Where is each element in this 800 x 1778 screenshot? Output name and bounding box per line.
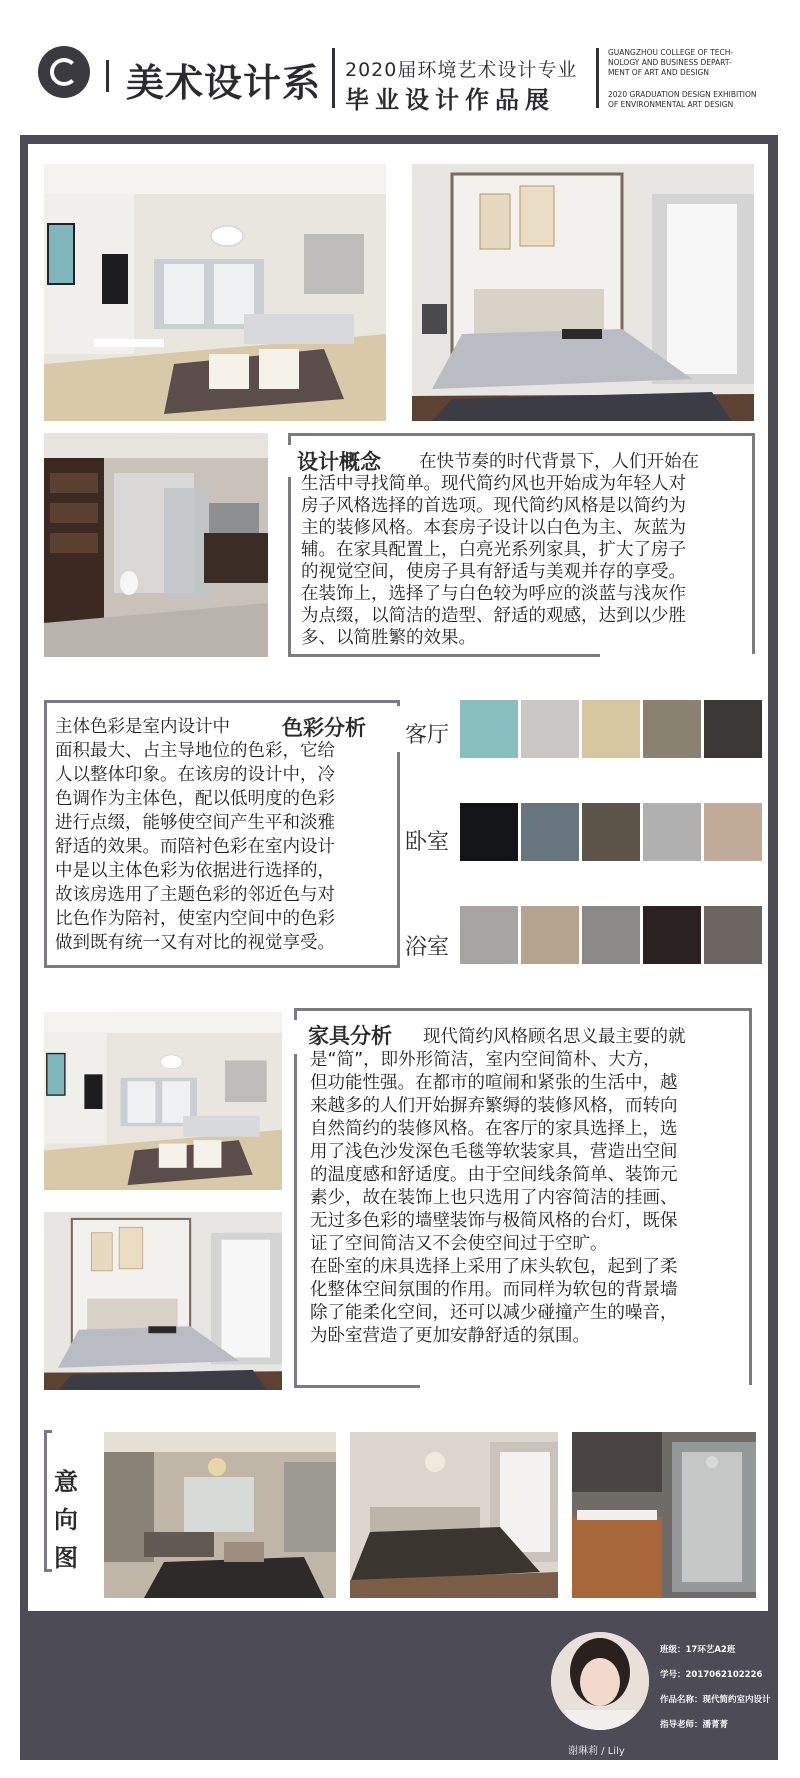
intent-char: 图 — [54, 1544, 78, 1572]
intent-bathroom-photo — [572, 1432, 756, 1598]
intent-living-room-photo — [104, 1432, 336, 1598]
furniture-line: 自然简约的装修风格。在客厅的家具选择上，选 — [310, 1119, 678, 1139]
department-title: 美术设计系 — [126, 61, 322, 105]
color-swatch — [460, 700, 518, 758]
bedroom-render — [412, 164, 754, 421]
furniture-line: 的温度感和舒适度。由于空间线条简单、装饰元 — [310, 1165, 678, 1185]
work-title-info: 作品名称：现代简约室内设计 — [660, 1695, 771, 1705]
header-divider — [332, 48, 335, 108]
concept-line: 为点缀，以简洁的造型、舒适的观感，达到以少胜 — [301, 606, 686, 626]
concept-line: 主的装修风格。本套房子设计以白色为主、灰蓝为 — [301, 518, 686, 538]
room-label-living: 客厅 — [405, 723, 450, 748]
color-swatch — [460, 906, 518, 964]
class-info: 班级：17环艺A2班 — [660, 1645, 736, 1655]
color-swatch — [643, 803, 701, 861]
color-swatch — [582, 906, 640, 964]
living-room-render — [44, 164, 386, 421]
bathroom-render — [44, 433, 268, 657]
color-swatch — [704, 906, 762, 964]
concept-line: 房子风格选择的首选项。现代简约风格是以简约为 — [301, 496, 686, 516]
student-name-caption: 谢琳莉 / Lily — [568, 1746, 625, 1757]
student-id-info: 学号：2017062102226 — [660, 1670, 763, 1680]
header-divider — [596, 48, 599, 108]
program-title: 2020届环境艺术设计专业 — [345, 59, 578, 81]
english-school-name: GUANGZHOU COLLEGE OF TECH- NOLOGY AND BUSINESS DEPART- MENT OF ART AND DESIGN — [608, 48, 734, 77]
furniture-line: 来越多的人们开始摒弃繁缛的装修风格，而转向 — [310, 1096, 678, 1116]
concept-line: 的视觉空间，使房子具有舒适与美观并存的享受。 — [301, 562, 686, 582]
box-gap — [380, 706, 404, 752]
room-label-bedroom: 卧室 — [405, 830, 450, 855]
student-avatar — [551, 1632, 649, 1730]
advisor-info: 指导老师：潘菁菁 — [660, 1720, 729, 1730]
color-line: 面积最大、占主导地位的色彩，它给 — [55, 741, 335, 761]
color-swatch — [521, 906, 579, 964]
color-line: 色调作为主体色，配以低明度的色彩 — [55, 789, 335, 809]
color-line: 中是以主体色彩为依据进行选择的， — [55, 861, 335, 881]
color-line: 主体色彩是室内设计中 — [55, 717, 230, 737]
furniture-line: 无过多色彩的墙壁装饰与极简风格的台灯，既保 — [310, 1211, 678, 1231]
color-line: 人以整体印象。在该房的设计中，冷 — [55, 765, 335, 785]
color-heading: 色彩分析 — [282, 716, 366, 740]
furniture-line: 是“简”，即外形简洁，室内空间简朴、大方， — [310, 1050, 661, 1070]
color-swatch — [643, 906, 701, 964]
bedroom-render-small — [44, 1212, 282, 1390]
furniture-line: 为卧室营造了更加安静舒适的氛围。 — [310, 1326, 590, 1346]
color-line: 进行点缀，能够使空间产生平和淡雅 — [55, 813, 335, 833]
color-swatch — [704, 803, 762, 861]
color-swatch — [460, 803, 518, 861]
color-line: 舒适的效果。而陪衬色彩在室内设计 — [55, 837, 335, 857]
college-logo-mark — [50, 58, 78, 86]
color-swatch — [582, 700, 640, 758]
box-gap — [600, 654, 760, 662]
color-line: 比色作为陪衬，使室内空间中的色彩 — [55, 909, 335, 929]
box-gap — [285, 445, 293, 477]
furniture-line: 在卧室的床具选择上采用了床头软包，起到了柔 — [310, 1257, 678, 1277]
room-label-bathroom: 浴室 — [405, 935, 450, 960]
furniture-line: 用了浅色沙发深色毛毯等软装家具，营造出空间 — [310, 1142, 678, 1162]
exhibition-title: 毕业设计作品展 — [345, 86, 555, 114]
color-swatch — [521, 700, 579, 758]
intent-char: 意 — [54, 1468, 78, 1496]
box-gap — [420, 1385, 757, 1393]
intent-bracket — [44, 1430, 52, 1572]
color-swatch — [521, 803, 579, 861]
concept-line: 在装饰上，选择了与白色较为呼应的淡蓝与浅灰作 — [301, 584, 686, 604]
header-divider — [106, 60, 109, 92]
furniture-line: 化整体空间氛围的作用。而同样为软包的背景墙 — [310, 1280, 678, 1300]
furniture-line: 素少，故在装饰上也只选用了内容简洁的挂画、 — [310, 1188, 678, 1208]
intent-char: 向 — [54, 1506, 78, 1534]
living-room-render-small — [44, 1012, 282, 1190]
box-gap — [291, 1020, 299, 1054]
color-swatch — [643, 700, 701, 758]
concept-heading: 设计概念 — [297, 450, 381, 474]
concept-line: 多、以简胜繁的效果。 — [301, 628, 476, 648]
english-exhibition-name: 2020 GRADUATION DESIGN EXHIBITION OF ENVIRONMENTAL ART DESIGN — [608, 90, 757, 109]
furniture-line: 证了空间简洁又不会使空间过于空旷。 — [310, 1234, 608, 1254]
concept-line: 在快节奏的时代背景下，人们开始在 — [419, 452, 699, 472]
furniture-line: 但功能性强。在都市的喧闹和紧张的生活中，越 — [310, 1073, 678, 1093]
color-swatch — [582, 803, 640, 861]
concept-line: 辅。在家具配置上，白亮光系列家具，扩大了房子 — [301, 540, 686, 560]
furniture-heading: 家具分析 — [308, 1024, 392, 1048]
color-line: 故该房选用了主题色彩的邻近色与对 — [55, 885, 335, 905]
furniture-line: 现代简约风格顾名思义最主要的就 — [423, 1027, 686, 1047]
furniture-line: 除了能柔化空间，还可以减少碰撞产生的噪音， — [310, 1303, 678, 1323]
concept-line: 生活中寻找简单。现代简约风也开始成为年轻人对 — [301, 474, 686, 494]
color-swatch — [704, 700, 762, 758]
color-line: 做到既有统一又有对比的视觉享受。 — [55, 933, 335, 953]
intent-bedroom-photo — [350, 1432, 558, 1598]
